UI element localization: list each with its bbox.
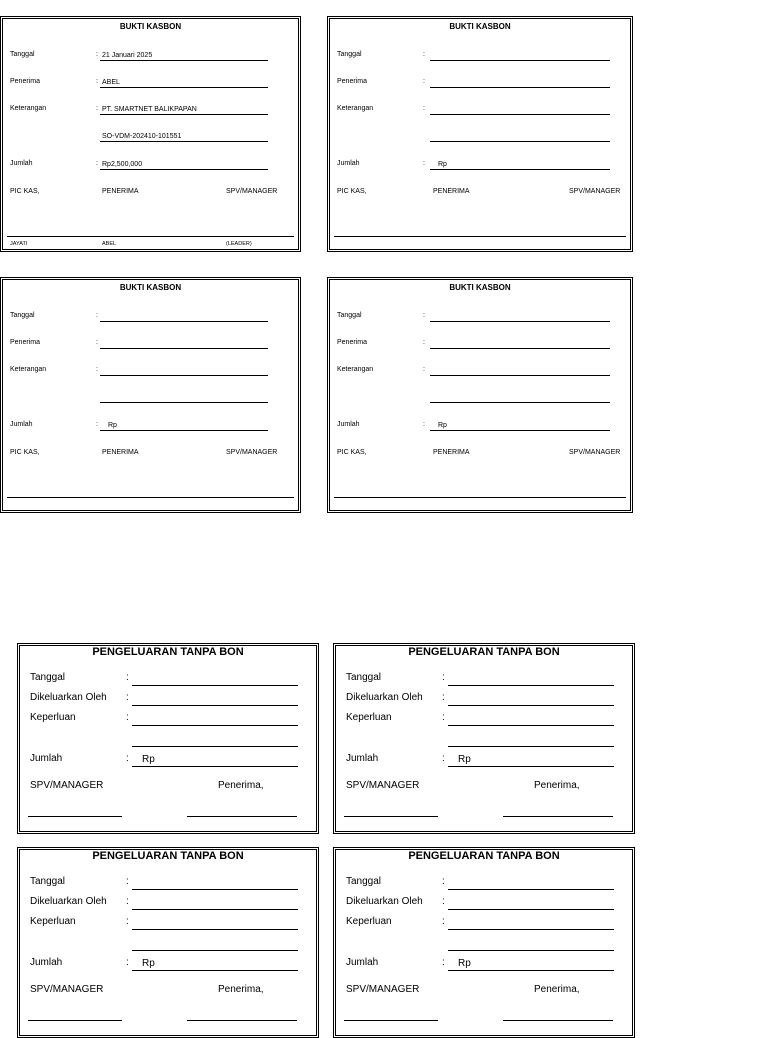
pengeluaran-title: PENGELUARAN TANPA BON xyxy=(92,850,244,862)
field-keterangan-2[interactable] xyxy=(100,131,268,142)
colon: : xyxy=(442,957,445,968)
label-tanggal: Tanggal xyxy=(337,51,362,58)
sig-penerima: Penerima, xyxy=(218,780,264,791)
label-keperluan: Keperluan xyxy=(346,916,392,927)
kasbon-card-3 xyxy=(0,277,301,513)
footer-penerima-name: ABEL xyxy=(102,241,117,247)
sig-spv: SPV/MANAGER xyxy=(30,780,104,791)
colon: : xyxy=(126,753,129,764)
sig-line-penerima xyxy=(187,1020,297,1021)
label-dikeluarkan-oleh: Dikeluarkan Oleh xyxy=(30,896,107,907)
currency-rp: Rp xyxy=(458,754,471,765)
label-penerima: Penerima xyxy=(337,339,367,346)
colon: : xyxy=(442,712,445,723)
field-dikeluarkan-oleh[interactable] xyxy=(132,692,298,706)
label-tanggal: Tanggal xyxy=(346,672,382,683)
field-keterangan-2[interactable] xyxy=(430,131,610,142)
value-penerima: ABEL xyxy=(102,79,120,86)
field-tanggal[interactable] xyxy=(132,876,298,890)
field-keperluan[interactable] xyxy=(132,916,298,930)
field-jumlah[interactable] xyxy=(430,420,610,431)
kasbon-card-2 xyxy=(327,16,633,252)
sig-pic-kas: PIC KAS, xyxy=(10,188,40,195)
field-tanggal[interactable] xyxy=(448,876,614,890)
pengeluaran-card-3 xyxy=(17,847,319,1038)
label-keperluan: Keperluan xyxy=(30,916,76,927)
sig-penerima: PENERIMA xyxy=(102,188,139,195)
field-keperluan-2[interactable] xyxy=(132,733,298,747)
colon: : xyxy=(423,312,425,319)
sig-spv: SPV/MANAGER xyxy=(226,188,278,195)
pengeluaran-title: PENGELUARAN TANPA BON xyxy=(408,646,560,658)
label-jumlah: Jumlah xyxy=(337,421,360,428)
field-jumlah[interactable] xyxy=(132,753,298,767)
label-tanggal: Tanggal xyxy=(30,672,66,683)
colon: : xyxy=(442,753,445,764)
colon: : xyxy=(442,916,445,927)
colon: : xyxy=(126,876,129,887)
footer-spv-name: (LEADER) xyxy=(226,241,252,247)
label-jumlah: Jumlah xyxy=(346,753,379,764)
colon: : xyxy=(126,916,129,927)
value-keterangan: PT. SMARTNET BALIKPAPAN xyxy=(102,106,197,113)
sig-spv: SPV/MANAGER xyxy=(569,449,621,456)
label-tanggal: Tanggal xyxy=(10,312,35,319)
currency-rp: Rp xyxy=(142,754,155,765)
label-penerima: Penerima xyxy=(337,78,367,85)
field-dikeluarkan-oleh[interactable] xyxy=(448,692,614,706)
field-keperluan-2[interactable] xyxy=(132,937,298,951)
sig-spv: SPV/MANAGER xyxy=(346,780,420,791)
colon: : xyxy=(442,896,445,907)
colon: : xyxy=(126,672,129,683)
field-keterangan[interactable] xyxy=(430,104,610,115)
field-keperluan-2[interactable] xyxy=(448,733,614,747)
field-jumlah[interactable] xyxy=(100,159,268,170)
label-jumlah: Jumlah xyxy=(10,160,33,167)
currency-rp: Rp xyxy=(438,422,447,429)
colon: : xyxy=(126,712,129,723)
label-dikeluarkan-oleh: Dikeluarkan Oleh xyxy=(346,896,423,907)
colon: : xyxy=(126,896,129,907)
colon: : xyxy=(442,692,445,703)
field-tanggal[interactable] xyxy=(132,672,298,686)
field-jumlah[interactable] xyxy=(448,753,614,767)
kasbon-title: BUKTI KASBON xyxy=(449,283,511,292)
label-tanggal: Tanggal xyxy=(10,51,35,58)
colon: : xyxy=(96,339,98,346)
colon: : xyxy=(96,160,98,167)
field-tanggal[interactable] xyxy=(448,672,614,686)
colon: : xyxy=(96,105,98,112)
label-tanggal: Tanggal xyxy=(337,312,362,319)
label-keperluan: Keperluan xyxy=(30,712,76,723)
label-penerima: Penerima xyxy=(10,78,40,85)
label-jumlah: Jumlah xyxy=(30,753,63,764)
field-keperluan-2[interactable] xyxy=(448,937,614,951)
colon: : xyxy=(423,105,425,112)
colon: : xyxy=(423,51,425,58)
colon: : xyxy=(423,421,425,428)
kasbon-title: BUKTI KASBON xyxy=(449,22,511,31)
field-dikeluarkan-oleh[interactable] xyxy=(132,896,298,910)
sig-line-penerima xyxy=(503,816,613,817)
footer-line xyxy=(334,236,626,237)
currency-rp: Rp xyxy=(438,161,447,168)
label-keterangan: Keterangan xyxy=(10,105,47,112)
field-keterangan[interactable] xyxy=(100,365,268,376)
colon: : xyxy=(96,312,98,319)
field-tanggal[interactable] xyxy=(430,311,610,322)
sig-pic-kas: PIC KAS, xyxy=(10,449,40,456)
field-penerima[interactable] xyxy=(100,77,268,88)
sig-penerima: PENERIMA xyxy=(102,449,139,456)
field-jumlah[interactable] xyxy=(132,957,298,971)
value-tanggal: 21 Januari 2025 xyxy=(102,52,153,59)
currency-rp: Rp xyxy=(458,958,471,969)
label-jumlah: Jumlah xyxy=(10,421,33,428)
label-keterangan: Keterangan xyxy=(10,366,47,373)
label-dikeluarkan-oleh: Dikeluarkan Oleh xyxy=(30,692,107,703)
label-tanggal: Tanggal xyxy=(346,876,382,887)
kasbon-card-1 xyxy=(0,16,301,252)
pengeluaran-title: PENGELUARAN TANPA BON xyxy=(92,646,244,658)
field-jumlah[interactable] xyxy=(100,420,268,431)
label-jumlah: Jumlah xyxy=(30,957,63,968)
colon: : xyxy=(423,339,425,346)
field-keterangan-2[interactable] xyxy=(430,392,610,403)
colon: : xyxy=(96,421,98,428)
sig-pic-kas: PIC KAS, xyxy=(337,188,367,195)
sig-pic-kas: PIC KAS, xyxy=(337,449,367,456)
sig-penerima: Penerima, xyxy=(534,780,580,791)
currency-rp: Rp xyxy=(142,958,155,969)
field-penerima[interactable] xyxy=(100,338,268,349)
field-keterangan[interactable] xyxy=(430,365,610,376)
colon: : xyxy=(442,876,445,887)
pengeluaran-card-4 xyxy=(333,847,635,1038)
colon: : xyxy=(126,957,129,968)
label-jumlah: Jumlah xyxy=(346,957,379,968)
field-tanggal[interactable] xyxy=(430,50,610,61)
footer-line xyxy=(334,497,626,498)
sig-spv: SPV/MANAGER xyxy=(569,188,621,195)
label-keperluan: Keperluan xyxy=(346,712,392,723)
field-penerima[interactable] xyxy=(430,77,610,88)
value-jumlah: Rp2,500,000 xyxy=(102,161,143,168)
field-jumlah[interactable] xyxy=(448,957,614,971)
field-tanggal[interactable] xyxy=(100,311,268,322)
colon: : xyxy=(442,672,445,683)
footer-line xyxy=(7,236,294,237)
sig-line-spv xyxy=(28,816,122,817)
label-keterangan: Keterangan xyxy=(337,105,374,112)
pengeluaran-card-2 xyxy=(333,643,635,834)
kasbon-card-4 xyxy=(327,277,633,513)
field-keperluan[interactable] xyxy=(132,712,298,726)
sig-spv: SPV/MANAGER xyxy=(346,984,420,995)
field-keterangan[interactable] xyxy=(100,104,268,115)
colon: : xyxy=(96,78,98,85)
colon: : xyxy=(96,51,98,58)
field-keperluan[interactable] xyxy=(448,916,614,930)
field-penerima[interactable] xyxy=(430,338,610,349)
field-keterangan-2[interactable] xyxy=(100,392,268,403)
label-keterangan: Keterangan xyxy=(337,366,374,373)
colon: : xyxy=(423,366,425,373)
kasbon-title: BUKTI KASBON xyxy=(119,22,182,31)
sig-penerima: Penerima, xyxy=(534,984,580,995)
kasbon-title: BUKTI KASBON xyxy=(119,283,182,292)
colon: : xyxy=(423,78,425,85)
sig-penerima: PENERIMA xyxy=(433,449,470,456)
pengeluaran-card-1 xyxy=(17,643,319,834)
sig-line-spv xyxy=(344,816,438,817)
sig-penerima: PENERIMA xyxy=(433,188,470,195)
colon: : xyxy=(96,366,98,373)
label-penerima: Penerima xyxy=(10,339,40,346)
sig-spv: SPV/MANAGER xyxy=(226,449,278,456)
label-tanggal: Tanggal xyxy=(30,876,66,887)
footer-line xyxy=(7,497,294,498)
label-dikeluarkan-oleh: Dikeluarkan Oleh xyxy=(346,692,423,703)
field-tanggal[interactable] xyxy=(100,50,268,61)
label-jumlah: Jumlah xyxy=(337,160,360,167)
field-dikeluarkan-oleh[interactable] xyxy=(448,896,614,910)
colon: : xyxy=(423,160,425,167)
footer-pic-name: JAYATI xyxy=(10,241,28,247)
sig-line-penerima xyxy=(503,1020,613,1021)
currency-rp: Rp xyxy=(108,422,117,429)
sig-line-penerima xyxy=(187,816,297,817)
colon: : xyxy=(126,692,129,703)
sig-spv: SPV/MANAGER xyxy=(30,984,104,995)
sig-line-spv xyxy=(344,1020,438,1021)
value-keterangan-2: SO-VDM-202410-101551 xyxy=(102,133,182,140)
sig-penerima: Penerima, xyxy=(218,984,264,995)
field-keperluan[interactable] xyxy=(448,712,614,726)
field-jumlah[interactable] xyxy=(430,159,610,170)
pengeluaran-title: PENGELUARAN TANPA BON xyxy=(408,850,560,862)
sig-line-spv xyxy=(28,1020,122,1021)
